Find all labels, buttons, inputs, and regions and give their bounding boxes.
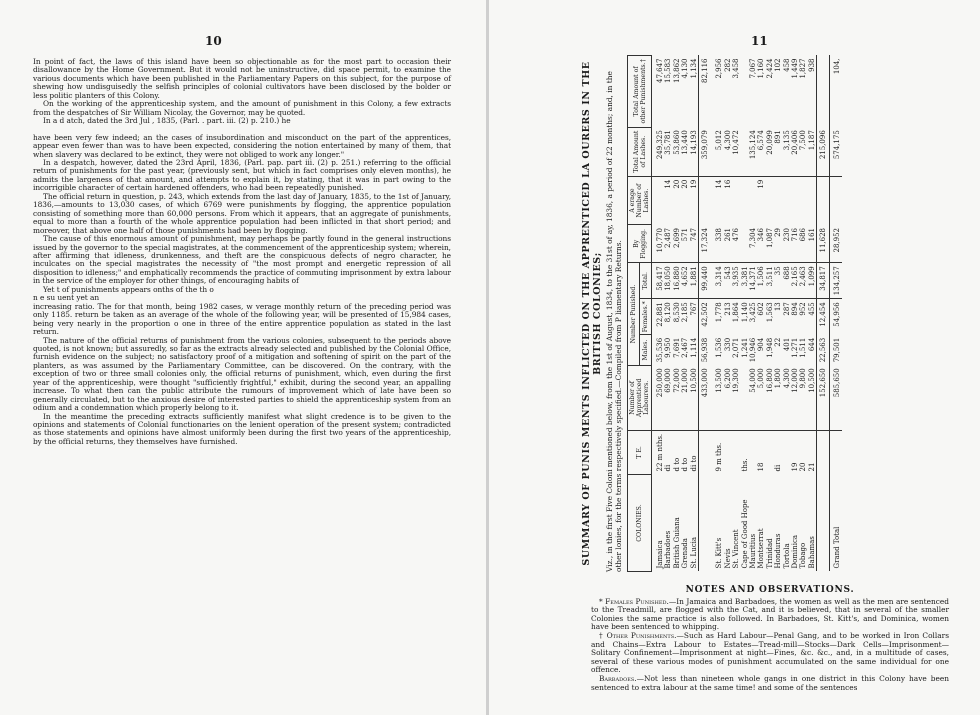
females-cell: 3,425	[748, 302, 757, 323]
colony-name: Honduras	[774, 533, 783, 569]
table-row	[673, 56, 681, 572]
apprenticed-cell: 9,800	[799, 365, 807, 430]
females-cell: 455	[807, 302, 816, 316]
note-text: —Not less than nineteen whole gangs in one district in this Colony have been sentenced to extra labour at the same time! and some of the sentences	[591, 673, 949, 692]
flogging-cell: 686	[799, 225, 807, 263]
flogging-cell: 29	[774, 225, 782, 263]
table-row	[808, 56, 817, 572]
males-cell: 330	[723, 337, 732, 352]
flogging-cell: 10,770	[652, 225, 665, 263]
other-cell: 282	[723, 58, 732, 72]
average-cell	[698, 176, 711, 225]
lashes-cell: 4,300	[724, 127, 732, 176]
lashes-cell	[741, 127, 749, 176]
term-cell	[724, 430, 732, 474]
males-cell: 1,511	[799, 337, 808, 358]
table-row	[690, 56, 699, 572]
note-item	[591, 675, 949, 692]
apprenticed-cell: 152,650	[817, 365, 830, 430]
other-cell: 1,827	[799, 58, 808, 79]
apprenticed-cell: 5,000	[757, 365, 765, 430]
term-cell: 22 m nths.	[656, 433, 665, 472]
table-row	[681, 56, 689, 572]
paragraph: In a despatch, however, dated the 23rd April, 1836, (Parl. pap. part iii. (2) p. 251.) referring to the official return of punishments for the past year, (previously sent, but which in fact comprises only eleven months), he admits the largeness of that amount, and attempts to explain it, by stating, that it was in part owing to the incorrigible character of certain hardened offenders, who had been repeatedly punished.	[33, 157, 451, 193]
term-cell: ths.	[740, 458, 749, 472]
other-cell: 7,067	[748, 58, 757, 79]
apprenticed-cell: 10,500	[690, 365, 699, 430]
table-row	[664, 56, 672, 572]
females-cell: 54,956	[830, 299, 842, 335]
colony-name: Trinidad	[765, 538, 774, 569]
males-cell: 1,948	[765, 337, 774, 358]
flogging-cell: 476	[732, 225, 740, 263]
note-mark: *	[599, 596, 606, 606]
other-cell: 458	[782, 58, 791, 72]
apprenticed-cell: 1,800	[774, 365, 782, 430]
colony-name: Bahamas	[807, 536, 816, 569]
paragraph: The cause of this enormous amount of punishment, may perhaps be partly found in the general instructions issued by the governor to the special magistrates, at the commencement of the apprenticeship system; wherein, after affirming that idleness, drunkenness, and theft are the conspicuous defects of negro character, he inculcates on the special magistrates the necessity of "the most prompt and energetic repression of all disposition to idleness;" and emphatically recommends the practice of commuting imprisonment by extra labour in the service of the employer for other things, of encouraging habits of	[33, 234, 451, 286]
table-row	[830, 56, 842, 572]
flogging-cell: 28,952	[830, 225, 842, 263]
note-text: —In Jamaica and Barbadoes, the women as well as the men are sentenced to the Treadmill, are flogged with the Cat, and it is believed, that in several of the smaller Colonies the same practice is also followed. In Barbadoes, St. Kitt's, and Dominica, women have been sentenced to whipping.	[591, 596, 950, 632]
flogging-cell: 716	[791, 225, 799, 263]
total-cell: 543	[724, 263, 732, 299]
apprenticed-cell: 69,000	[664, 365, 672, 430]
notes-heading: NOTES AND OBSERVATIONS.	[685, 585, 855, 595]
colony-name: Mauritius	[748, 533, 757, 569]
other-cell: 938	[807, 58, 816, 72]
flogging-cell: 161	[808, 225, 817, 263]
females-cell: 1,778	[715, 302, 724, 323]
total-cell: 35	[774, 263, 782, 299]
term-cell: di to	[689, 455, 698, 472]
term-cell	[782, 430, 790, 474]
paragraph: Yet t of punishments appears onths of the th o	[43, 284, 214, 294]
average-cell: 16	[723, 179, 732, 189]
colony-name: Tortola	[782, 543, 791, 569]
lashes-cell: 6,574	[757, 127, 765, 176]
term-cell	[830, 430, 842, 474]
other-cell: 2,424	[765, 58, 774, 79]
total-cell: 3,511	[766, 263, 774, 299]
colony-name: Montserrat	[757, 528, 766, 569]
apprenticed-cell: 6,200	[724, 365, 732, 430]
table-row	[766, 56, 774, 572]
other-cell: 15,583	[664, 58, 673, 83]
males-cell: 7,691	[672, 337, 681, 358]
other-cell: 1,449	[790, 58, 799, 79]
apprenticed-cell: 585,650	[830, 365, 842, 430]
term-cell: 20	[799, 462, 808, 472]
paragraph: The nature of the official returns of punishment from the various colonies, subsequent to the periods above quoted, is not known; but assuredly, so far as the extracts already selected and published by the Colonial Office, furnish evidence on the subject; no satisfactory proof of a mitigation and softening of spirit on the part of the planters, as was assumed by the Parliamentary Committee, can be discovered. On the contrary, with the exception of two or three small colonies only, the official returns of punishment, which, even during the first year of the apprenticeship, were thought "sufficiently frightful," exhibit, during the second year, an appalling increase. To what then can the public attribute the rumours of improvement which of late have been so generally circulated, but to the anxious desire of interested parties to shield the apprenticeship system from an odium and a condemnation which properly belong to it.	[33, 335, 451, 413]
flogging-cell	[741, 225, 749, 263]
average-cell	[791, 176, 799, 225]
males-cell: 35,536	[656, 337, 665, 363]
table-row	[791, 56, 799, 572]
lashes-cell: 20,406	[791, 127, 799, 176]
average-cell	[774, 176, 782, 225]
apprenticed-cell: 433,000	[698, 365, 711, 430]
average-cell: 14	[715, 179, 724, 189]
other-cell: 2,956	[715, 58, 724, 79]
females-cell: 22,881	[656, 302, 665, 327]
total-row	[698, 56, 711, 572]
table-row	[741, 56, 749, 572]
table-body	[652, 56, 842, 572]
males-cell: 1,114	[689, 337, 698, 358]
other-cell	[817, 56, 830, 128]
other-cell: 3,458	[732, 58, 741, 79]
lashes-cell: 10,472	[732, 127, 740, 176]
total-cell: 58,417	[652, 263, 665, 299]
apprenticed-cell: 19,300	[732, 365, 740, 430]
notes-section	[591, 586, 949, 692]
females-cell: 767	[689, 302, 698, 316]
header-total: Total.	[640, 263, 652, 299]
males-cell: 401	[782, 337, 791, 352]
colony-name: Nevis	[723, 548, 732, 569]
term-cell	[766, 430, 774, 474]
note-lead: Other Punishments.	[606, 630, 677, 640]
term-cell: di	[774, 464, 783, 472]
average-cell	[741, 176, 749, 225]
term-cell: 18	[757, 462, 766, 472]
total-cell: 16,880	[673, 263, 681, 299]
colony-name	[817, 475, 830, 572]
other-cell	[741, 56, 749, 128]
header-females: Females.*	[640, 299, 652, 335]
total-cell: 3,935	[732, 263, 740, 299]
flogging-cell: 17,324	[698, 225, 711, 263]
term-cell: di	[664, 464, 673, 472]
females-cell: 602	[757, 302, 766, 316]
colony-name: Grand Total	[830, 475, 842, 572]
average-cell: 19	[689, 179, 698, 189]
flogging-cell: 2,487	[664, 225, 672, 263]
average-cell: 19	[757, 179, 766, 189]
lashes-cell: 7,500	[799, 127, 807, 176]
colony-name: Grenada	[681, 538, 690, 569]
females-cell: 12,454	[817, 299, 830, 335]
average-cell	[830, 176, 842, 225]
average-cell	[782, 176, 790, 225]
body-text	[33, 58, 451, 446]
paragraph: increasing ratio. The for that month, being 1982 cases, w verage monthly return of the preceding period was only 1185. return be taken as an average of the whole of the following year, will be presented of 15,984 cases, being very nearly in the proportion o one in three of the entire apprentice population as stated in the last return.	[33, 301, 451, 337]
page-number: 11	[751, 34, 768, 48]
females-cell: 952	[799, 302, 808, 316]
colony-name: Barbadoes	[664, 530, 673, 569]
females-cell: 1,140	[740, 302, 749, 323]
total-cell: 14,371	[749, 263, 757, 299]
colony-name: Jamaica	[656, 540, 665, 569]
females-cell: 287	[782, 302, 791, 316]
males-cell: 1,271	[790, 337, 799, 358]
total-cell: 34,817	[817, 263, 830, 299]
males-cell: 10,946	[748, 337, 757, 363]
lashes-cell: 215,096	[817, 127, 830, 176]
header-apprenticed: Number of Apprenticed Labourers.	[628, 365, 652, 430]
males-cell: 2,071	[732, 337, 741, 358]
average-cell	[732, 176, 740, 225]
table-row	[799, 56, 807, 572]
lashes-cell: 35,781	[664, 127, 672, 176]
total-cell: 99,440	[698, 263, 711, 299]
females-cell: 13	[774, 302, 783, 312]
lashes-cell: 249,325	[652, 127, 665, 176]
total-cell: 134,257	[830, 263, 842, 299]
females-cell: 8,120	[664, 302, 673, 323]
table-row	[749, 56, 757, 572]
paragraph: In point of fact, the laws of this island have been so objectionable as for the most part to occasion their disallowance by the Home Government. But it would not be uninstructive, did space permit, to examine the various documents which have been published in the Parliamentary Papers on this subject, for the purpose of shewing how undisguisedly the selfish principles of colonial cultivators have been disclosed by the bolder or less politic planters of this Colony.	[33, 57, 451, 100]
males-cell: 22,563	[817, 335, 830, 366]
males-cell: 9,950	[664, 337, 673, 358]
flogging-cell: 11,628	[817, 225, 830, 263]
term-cell: 19	[790, 462, 799, 472]
other-cell: 82,116	[698, 56, 711, 128]
term-cell	[817, 430, 830, 474]
flogging-cell: 346	[757, 225, 765, 263]
males-cell: 644	[807, 337, 816, 352]
header-average: A erage Number of Lashes.	[628, 176, 652, 225]
note-item	[591, 632, 949, 675]
colony-name: Tobago	[799, 542, 808, 569]
average-cell: 14	[664, 179, 673, 189]
table-subtitle: Viz., in the first Five Coloni mentioned below, from the 1st of August, 1834, to the 31st of ay, 1836, a period of 22 months; and, in the other lonies, for the terms respectively specified.—Compiled from P liamentary Returns.	[605, 71, 623, 572]
total-cell: 688	[782, 263, 790, 299]
lashes-cell: 574,175	[830, 127, 842, 176]
average-cell	[808, 176, 817, 225]
other-cell: 104,	[830, 56, 842, 128]
females-cell: 1,563	[765, 302, 774, 323]
other-cell: 4,130	[681, 58, 690, 79]
colony-name	[698, 475, 711, 572]
left-page	[0, 0, 486, 715]
term-cell: d to	[672, 457, 681, 472]
term-cell: 21	[807, 462, 816, 472]
page-number: 10	[205, 34, 222, 48]
lashes-cell: 20,099	[766, 127, 774, 176]
flogging-cell: 338	[711, 225, 723, 263]
colony-name: Cape of Good Hope	[740, 499, 749, 569]
lashes-cell: 5,012	[711, 127, 723, 176]
header-males: Males.	[640, 335, 652, 366]
apprenticed-cell: 250,000	[652, 365, 665, 430]
flogging-cell: 7,304	[749, 225, 757, 263]
lashes-cell: 3,135	[782, 127, 790, 176]
flogging-cell: 747	[690, 225, 699, 263]
lashes-cell: 891	[774, 127, 782, 176]
total-cell: 3,381	[741, 263, 749, 299]
header-total-lashes: Total Amount of Lashes.	[628, 127, 652, 176]
note-text: —Such as Hard Labour—Penal Gang, and to be worked in Iron Collars and Chains—Extra Labour to Estates—Tread-mill—Stocks—Dark Cells—Imprisonment—Solitary Confinement—Imprisonment at night—Fines, &c. &c., and, in a multitude of cases, several of these various modes of punishment accumulated on the same individual for one offence.	[591, 630, 949, 675]
colony-name: Dominica	[790, 534, 799, 569]
table-row	[774, 56, 782, 572]
average-cell	[749, 176, 757, 225]
average-cell	[799, 176, 807, 225]
header-flogging: By Flogging.	[628, 225, 652, 263]
average-cell	[652, 176, 665, 225]
note-lead: Females Punished.	[605, 596, 669, 606]
note-item	[591, 598, 949, 632]
note-lead: Barbadoes.	[599, 673, 637, 683]
females-cell: 213	[723, 302, 732, 316]
table-row	[757, 56, 765, 572]
apprenticed-cell: 54,000	[749, 365, 757, 430]
males-cell: 22	[774, 337, 783, 347]
table-title: SUMMARY OF PUNIS MENTS INFLICTED ON THE APPRENTICED LA OURERS IN THE BRITISH COLONIES;	[581, 61, 603, 566]
total-cell: 2,165	[791, 263, 799, 299]
total-cell: 1,881	[690, 263, 699, 299]
apprenticed-cell: 72,000	[673, 365, 681, 430]
total-cell: 1,506	[757, 263, 765, 299]
table-row	[652, 56, 665, 572]
lashes-cell: 1,187	[808, 127, 817, 176]
flogging-cell: 261	[724, 225, 732, 263]
paragraph: On the working of the apprenticeship system, and the amount of punishment in this Colony, a few extracts from the despatches of Sir William Nicolay, the Governor, may be quoted.	[33, 99, 451, 117]
header-term: T E.	[628, 430, 652, 474]
lashes-cell: 359,079	[698, 127, 711, 176]
other-cell: 1,160	[757, 58, 766, 79]
header-number-punished: Number Punished.	[628, 263, 640, 366]
lashes-cell: 135,124	[749, 127, 757, 176]
flogging-cell: 2,699	[673, 225, 681, 263]
other-cell: 13,862	[672, 58, 681, 83]
total-row	[817, 56, 830, 572]
apprenticed-cell: 13,500	[711, 365, 723, 430]
header-colonies: COLONIES.	[628, 475, 652, 572]
average-cell	[766, 176, 774, 225]
apprenticed-cell: 21,000	[681, 365, 689, 430]
term-cell: 9 m ths.	[715, 442, 724, 472]
females-cell: 2,185	[681, 302, 690, 323]
term-cell	[749, 430, 757, 474]
total-cell: 3,314	[711, 263, 723, 299]
apprenticed-cell: 10,500	[808, 365, 817, 430]
lashes-cell: 13,440	[681, 127, 689, 176]
summary-table	[627, 55, 842, 572]
flogging-cell: 571	[681, 225, 689, 263]
males-cell: 1,536	[715, 337, 724, 358]
males-cell: 904	[757, 337, 766, 352]
males-cell: 2,467	[681, 337, 690, 358]
paragraph: The official return in question, p. 243, which extends from the last day of January, 1835, to the 1st of January, 1836,—amounts to 13,030 cases, of which 6769 were punishments by flogging, the apprentice population consisting of something more than 60,000 persons. From which it appears, that an aggregate of punishments, equal to more than a fourth of the whole apprentice population had been inflicted in that short period; and moreover, that above one half of those punishments had been by flogging.	[33, 191, 451, 235]
term-cell	[732, 430, 740, 474]
summary-table-block	[581, 55, 975, 572]
note-mark: †	[599, 630, 607, 640]
right-page	[489, 0, 980, 715]
table-row	[782, 56, 790, 572]
colony-name: St. Vincent	[732, 529, 741, 569]
total-cell: 4,652	[681, 263, 689, 299]
other-cell: 102	[774, 58, 783, 72]
apprenticed-cell: 4,300	[782, 365, 790, 430]
colony-name: St. Kitt's	[715, 537, 724, 569]
males-cell: 1,241	[740, 337, 749, 358]
other-cell: 47,647	[656, 58, 665, 83]
total-cell: 1,099	[808, 263, 817, 299]
paragraph: have been very few indeed; an the cases of insubordination and misconduct on the part of the apprentices, appear even fewer than was to have been expected, considering the notion entertained by many of them, that when slavery was declared to be extinct, they were not obliged to work any longer."	[33, 132, 451, 159]
header-other: Total Amount of other Punishments.†	[628, 56, 652, 128]
colony-name: St. Lucia	[689, 536, 698, 569]
males-cell: 79,501	[830, 335, 842, 366]
table-row	[711, 56, 723, 572]
paragraph: In a d atch, dated the 3rd Jul , 1835, (Parl. . part. iii. (2) p. 210.) he	[43, 116, 291, 126]
average-cell	[817, 176, 830, 225]
average-cell: 20	[681, 179, 690, 189]
females-cell: 894	[790, 302, 799, 316]
apprenticed-cell	[741, 365, 749, 430]
colony-name: British Guiana	[672, 517, 681, 569]
males-cell: 56,938	[698, 335, 711, 366]
apprenticed-cell: 12,000	[791, 365, 799, 430]
total-cell: 2,463	[799, 263, 807, 299]
term-cell	[698, 430, 711, 474]
paragraph: In the meantime the preceding extracts sufficiently manifest what slight credence is to be given to the opinions and statements of Colonial functionaries on the lenient operation of the present system; contradicted as those statements and opinions have almost uniformly been during the first two years of the apprenticeship, by the official returns, they themselves have furnished.	[33, 411, 451, 446]
other-cell: 1,134	[689, 58, 698, 79]
apprenticed-cell: 16,800	[766, 365, 774, 430]
total-cell: 18,050	[664, 263, 672, 299]
lashes-cell: 53,860	[673, 127, 681, 176]
flogging-cell: 230	[782, 225, 790, 263]
females-cell: 8,530	[672, 302, 681, 323]
average-cell: 20	[672, 179, 681, 189]
females-cell: 1,864	[732, 302, 741, 323]
table-row	[732, 56, 740, 572]
paragraph: n e su uent yet an	[33, 293, 100, 303]
lashes-cell: 14,193	[690, 127, 699, 176]
flogging-cell: 1,087	[766, 225, 774, 263]
table-row	[724, 56, 732, 572]
term-cell: d to	[681, 457, 690, 472]
females-cell: 42,502	[698, 299, 711, 335]
